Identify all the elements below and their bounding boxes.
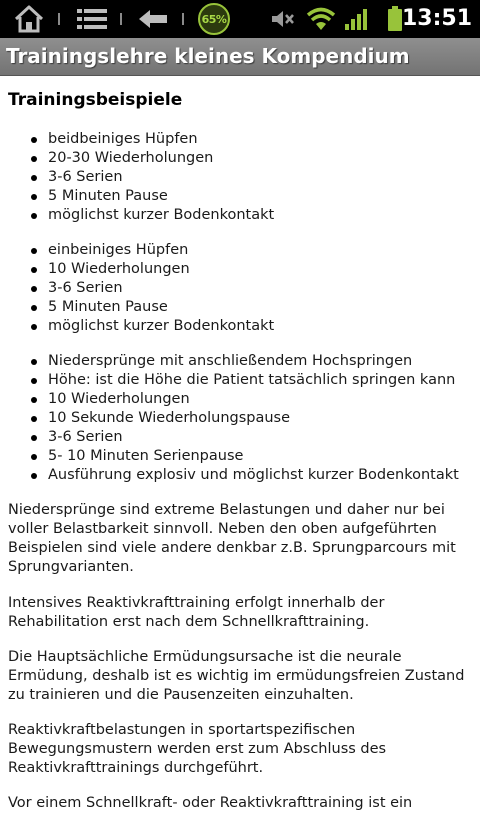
list-item: 3-6 Serien bbox=[0, 428, 480, 447]
status-bar bbox=[0, 0, 480, 38]
separator bbox=[120, 13, 122, 25]
list-item: einbeiniges Hüpfen bbox=[0, 241, 480, 260]
home-icon[interactable] bbox=[8, 0, 50, 38]
app-title: Trainingslehre kleines Kompendium bbox=[6, 44, 410, 68]
list-item: 10 Wiederholungen bbox=[0, 260, 480, 279]
signal-icon bbox=[342, 0, 372, 38]
list-item: 5- 10 Minuten Serienpause bbox=[0, 447, 480, 466]
clock: 13:51 bbox=[401, 6, 472, 31]
title-bar bbox=[0, 38, 480, 76]
list-item: möglichst kurzer Bodenkontakt bbox=[0, 206, 480, 225]
exercise-list-3 bbox=[0, 352, 480, 485]
list-item: 3-6 Serien bbox=[0, 279, 480, 298]
exercise-list-2 bbox=[0, 241, 480, 336]
menu-icon[interactable] bbox=[72, 0, 112, 38]
section-heading: Trainingsbeispiele bbox=[8, 90, 183, 110]
exercise-list-1 bbox=[0, 130, 480, 225]
list-item: beidbeiniges Hüpfen bbox=[0, 130, 480, 149]
list-item: Ausführung explosiv und möglichst kurzer Bodenkontakt bbox=[0, 466, 480, 485]
battery-level-icon bbox=[198, 3, 230, 35]
paragraph: Die Hauptsächliche Ermüdungsursache ist die neurale Ermüdung, deshalb ist es wichtig im ermüdungsfreien Zustand zu trainieren und die Pausenzeiten einzuhalten. bbox=[8, 649, 465, 703]
paragraph: Intensives Reaktivkrafttraining erfolgt innerhalb der Rehabilitation erst nach dem Schnellkrafttraining. bbox=[8, 595, 385, 630]
list-item: 10 Wiederholungen bbox=[0, 390, 480, 409]
paragraph: Niedersprünge sind extreme Belastungen und daher nur bei voller Belastbarkeit sinnvoll. Neben den oben aufgeführten Beispielen sind viele andere denkbar z.B. Sprungparcours mit Sprungvarianten. bbox=[8, 502, 456, 575]
back-icon[interactable] bbox=[132, 0, 174, 38]
list-item: Niedersprünge mit anschließendem Hochspringen bbox=[0, 352, 480, 371]
list-item: Höhe: ist die Höhe die Patient tatsächlich springen kann bbox=[0, 371, 480, 390]
mute-icon bbox=[268, 0, 298, 38]
list-item: 10 Sekunde Wiederholungspause bbox=[0, 409, 480, 428]
list-item: 20-30 Wiederholungen bbox=[0, 149, 480, 168]
content-area[interactable] bbox=[0, 76, 480, 811]
list-item: 5 Minuten Pause bbox=[0, 187, 480, 206]
list-item: möglichst kurzer Bodenkontakt bbox=[0, 317, 480, 336]
separator bbox=[182, 13, 184, 25]
list-item: 5 Minuten Pause bbox=[0, 298, 480, 317]
paragraph: Reaktivkraftbelastungen in sportartspezifischen Bewegungsmustern werden erst zum Abschluss des Reaktivkrafttrainings durchgeführt. bbox=[8, 722, 387, 776]
battery-percent: 65% bbox=[201, 12, 227, 26]
separator bbox=[58, 13, 60, 25]
wifi-icon bbox=[304, 0, 338, 38]
list-item: 3-6 Serien bbox=[0, 168, 480, 187]
paragraph: Vor einem Schnellkraft- oder Reaktivkrafttraining ist ein bbox=[8, 795, 413, 811]
